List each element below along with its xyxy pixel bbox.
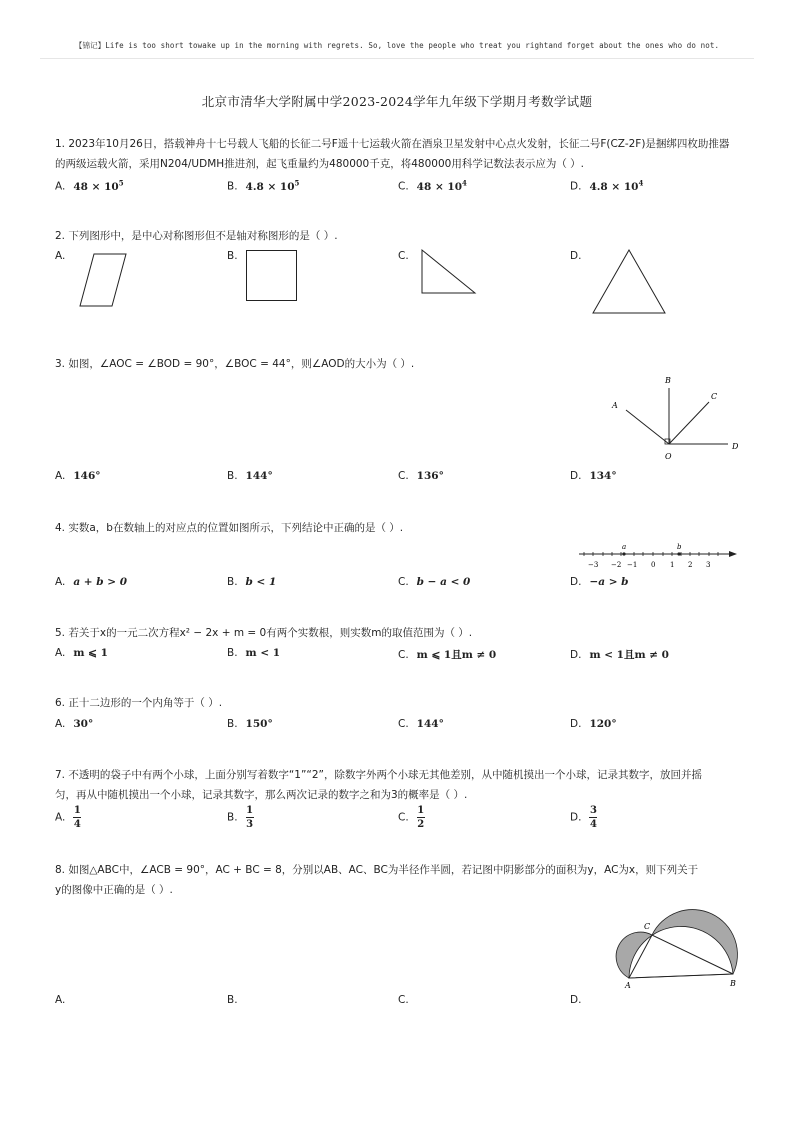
question-8-stem-line-1: 8. 如图△ABC中，∠ACB = 90°，AC + BC = 8，分别以AB、AC、BC为半径作半圆，若记图中阴影部分的面积为y，AC为x，则下列关于 — [55, 864, 699, 876]
question-8-option-b[interactable]: B. — [227, 994, 238, 1006]
option-letter: D. — [570, 470, 582, 482]
question-2-option-c[interactable]: C. — [398, 250, 409, 262]
option-letter: B. — [227, 718, 238, 730]
fraction — [246, 805, 254, 830]
question-2-option-d[interactable]: D. — [570, 250, 582, 262]
question-2-option-a[interactable]: A. — [55, 250, 66, 262]
option-letter: B. — [227, 811, 238, 824]
question-8-stem — [55, 860, 745, 900]
question-5-option-b[interactable] — [227, 647, 280, 659]
option-letter: B. — [227, 576, 238, 588]
question-1-option-c[interactable] — [398, 178, 467, 193]
option-exponent: 5 — [118, 178, 124, 187]
option-exponent: 5 — [294, 178, 300, 187]
tick-label: 3 — [706, 561, 711, 569]
option-value: −a > b — [589, 576, 629, 588]
option-letter: D. — [570, 811, 582, 824]
option-letter: A. — [55, 718, 66, 730]
option-letter: B. — [227, 647, 238, 659]
question-1-stem-line-1: 1. 2023年10月26日，搭载神舟十七号载人飞船的长征二号F遥十七运载火箭在酒泉卫星发射中心点火发射，长征二号F(CZ-2F)是捆绑四枚助推器 — [55, 138, 730, 150]
tick-label: −1 — [627, 561, 638, 569]
option-letter: A. — [55, 180, 66, 193]
option-letter: D. — [570, 576, 582, 588]
question-4-option-d[interactable] — [570, 576, 629, 588]
point-a-label: a — [622, 543, 627, 551]
option-letter: C. — [398, 576, 409, 588]
question-3-stem: 3. 如图，∠AOC = ∠BOD = 90°，∠BOC = 44°，则∠AOD的大小为（ ）. — [55, 358, 415, 370]
question-6-option-c[interactable] — [398, 718, 444, 730]
point-a-marker — [622, 552, 625, 555]
numerator: 1 — [73, 805, 81, 816]
question-6-option-b[interactable] — [227, 718, 273, 730]
question-4-option-b[interactable] — [227, 576, 276, 588]
question-3-option-b[interactable] — [227, 470, 273, 482]
option-letter: B. — [227, 180, 238, 193]
numerator: 3 — [589, 805, 597, 816]
point-b-label: b — [677, 543, 682, 551]
question-8-stem-line-2: y的图像中正确的是（ ）. — [55, 884, 173, 896]
angle-figure — [606, 372, 746, 462]
question-5-stem: 5. 若关于x的一元二次方程x² − 2x + m = 0有两个实数根，则实数m的取值范围为（ ）. — [55, 627, 473, 639]
question-7-option-c[interactable] — [398, 805, 425, 830]
option-letter: A. — [55, 811, 66, 824]
question-4-option-c[interactable] — [398, 576, 470, 588]
option-value: a + b > 0 — [73, 576, 128, 588]
tick-label: −3 — [588, 561, 599, 569]
square-figure — [245, 249, 299, 303]
denominator: 4 — [589, 819, 597, 830]
question-7-option-a[interactable] — [55, 805, 81, 830]
option-value: 144° — [416, 718, 444, 730]
option-exponent: 4 — [638, 178, 644, 187]
question-7-option-d[interactable] — [570, 805, 597, 830]
page-banner: 【锦记】Life is too short towake up in the morning with regrets. So, love the people who treat you rightand forget about the ones who do not. — [74, 41, 720, 50]
right-triangle-figure — [420, 248, 478, 296]
number-line-figure — [575, 540, 741, 572]
fraction — [589, 805, 597, 830]
fraction — [417, 805, 425, 830]
question-4-stem: 4. 实数a，b在数轴上的对应点的位置如图所示，下列结论中正确的是（ ）. — [55, 522, 404, 534]
question-2-option-b[interactable]: B. — [227, 250, 238, 262]
option-value: b − a < 0 — [416, 576, 471, 588]
numerator: 1 — [246, 805, 254, 816]
label-O: O — [665, 452, 672, 461]
option-letter: C. — [398, 811, 409, 824]
denominator: 3 — [246, 819, 254, 830]
label-B: B — [665, 376, 671, 385]
question-6-stem: 6. 正十二边形的一个内角等于（ ）. — [55, 697, 223, 709]
label-A: A — [625, 981, 631, 990]
option-letter: B. — [227, 470, 238, 482]
option-letter: A. — [55, 647, 66, 659]
question-2-stem: 2. 下列图形中，是中心对称图形但不是轴对称图形的是（ ）. — [55, 230, 338, 242]
tick-label: 1 — [670, 561, 675, 569]
option-value: m ⩽ 1且m ≠ 0 — [416, 649, 497, 661]
header-divider — [40, 58, 754, 59]
question-1-option-a[interactable] — [55, 178, 124, 193]
option-exponent: 4 — [462, 178, 467, 187]
label-D: D — [732, 442, 739, 451]
option-value: 48 × 10 — [416, 180, 463, 193]
question-5-option-a[interactable] — [55, 647, 108, 659]
option-letter: C. — [398, 649, 409, 661]
option-value: 144° — [245, 470, 273, 482]
question-8-option-a[interactable]: A. — [55, 994, 66, 1006]
question-1-option-b[interactable] — [227, 178, 299, 193]
question-5-option-d[interactable] — [570, 647, 669, 662]
option-letter: D. — [570, 649, 582, 661]
option-letter: A. — [55, 470, 66, 482]
label-A: A — [612, 401, 618, 410]
question-3-option-c[interactable] — [398, 470, 444, 482]
option-letter: C. — [398, 180, 409, 193]
option-value: m < 1且m ≠ 0 — [589, 649, 669, 661]
option-value: 150° — [245, 718, 273, 730]
question-6-option-d[interactable] — [570, 718, 617, 730]
page-title: 北京市清华大学附属中学2023-2024学年九年级下学期月考数学试题 — [201, 94, 593, 109]
question-8-option-c[interactable]: C. — [398, 994, 409, 1006]
question-7-stem-line-1: 7. 不透明的袋子中有两个小球，上面分别写着数字“1”“2”，除数字外两个小球无其他差别，从中随机摸出一个小球，记录其数字，放回并摇 — [55, 769, 702, 781]
option-value: 48 × 10 — [73, 180, 119, 193]
label-C: C — [644, 922, 651, 931]
label-C: C — [711, 392, 718, 401]
tick-label: 0 — [651, 561, 656, 569]
semicircles-figure — [612, 902, 744, 992]
option-letter: C. — [398, 718, 409, 730]
option-value: m < 1 — [245, 647, 281, 659]
equilateral-triangle-figure — [591, 248, 667, 316]
tick-label: 2 — [688, 561, 693, 569]
option-letter: A. — [55, 576, 66, 588]
option-letter: C. — [398, 470, 409, 482]
point-b-marker — [677, 552, 680, 555]
option-letter: D. — [570, 180, 582, 193]
question-7-stem-line-2: 匀，再从中随机摸出一个小球，记录其数字，那么两次记录的数字之和为3的概率是（ ）. — [55, 789, 468, 801]
question-1-stem-line-2: 的两级运载火箭，采用N204/UDMH推进剂，起飞重量约为480000千克，将480000用科学记数法表示应为（ ）. — [55, 158, 584, 170]
option-value: 136° — [416, 470, 444, 482]
question-4-option-a[interactable] — [55, 576, 127, 588]
option-value: m ⩽ 1 — [73, 647, 108, 659]
question-1-option-d[interactable] — [570, 178, 643, 193]
question-7-option-b[interactable] — [227, 805, 254, 830]
option-value: 30° — [73, 718, 94, 730]
label-B: B — [730, 979, 736, 988]
fraction — [73, 805, 81, 830]
option-value: 134° — [589, 470, 617, 482]
option-value: b < 1 — [245, 576, 277, 588]
tick-label: −2 — [611, 561, 622, 569]
option-value: 4.8 × 10 — [245, 180, 295, 193]
option-value: 120° — [589, 718, 617, 730]
question-6-option-a[interactable] — [55, 718, 93, 730]
question-5-option-c[interactable] — [398, 647, 496, 662]
question-7-stem — [55, 765, 745, 805]
denominator: 2 — [417, 819, 425, 830]
option-letter: D. — [570, 718, 582, 730]
denominator: 4 — [73, 819, 81, 830]
question-1-stem — [55, 134, 745, 174]
parallelogram-figure — [78, 252, 128, 308]
numerator: 1 — [417, 805, 425, 816]
option-value: 4.8 × 10 — [589, 180, 639, 193]
question-8-option-d[interactable]: D. — [570, 994, 582, 1006]
question-3-option-d[interactable] — [570, 470, 617, 482]
question-3-option-a[interactable] — [55, 470, 101, 482]
option-value: 146° — [73, 470, 101, 482]
